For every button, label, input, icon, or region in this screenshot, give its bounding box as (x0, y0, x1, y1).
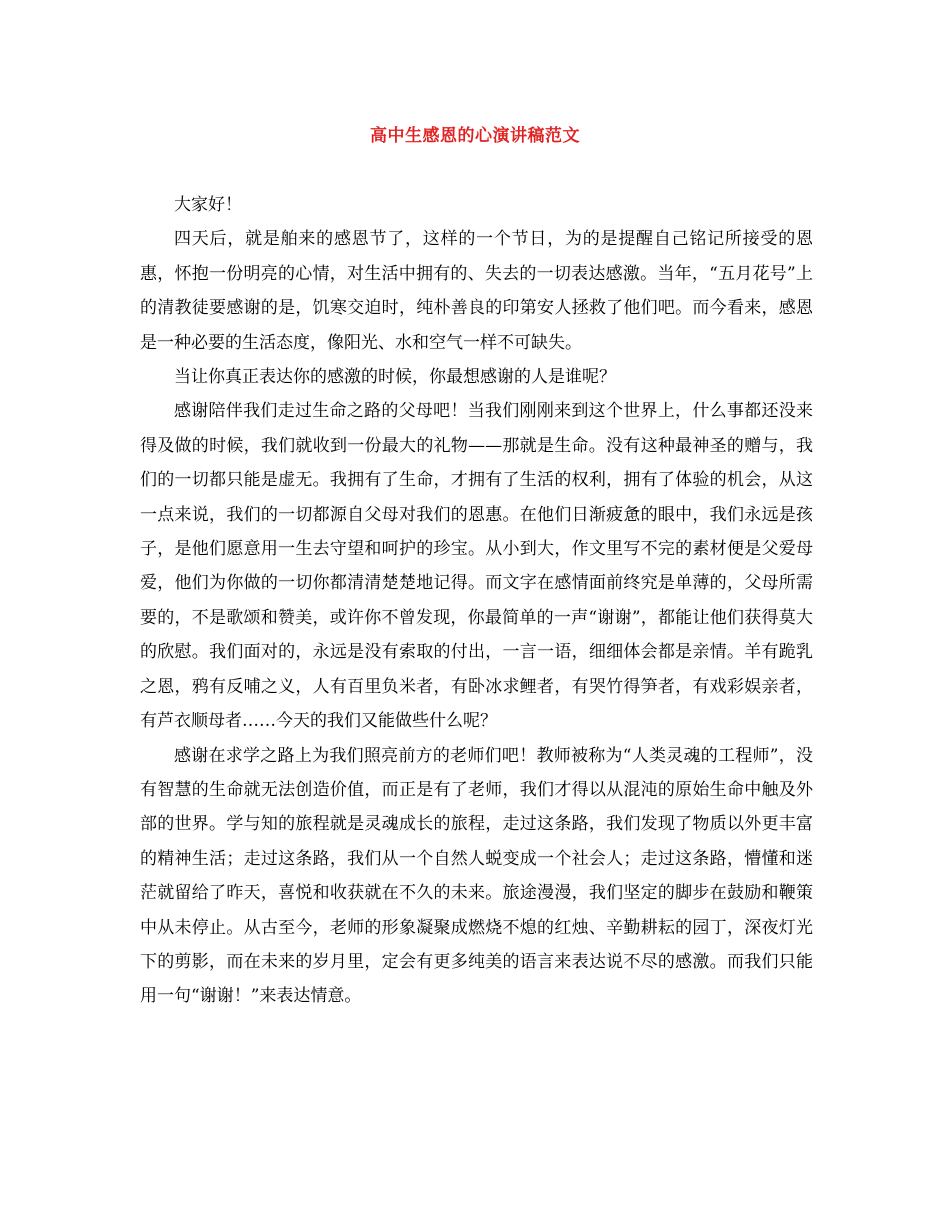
paragraph-greeting: 大家好！ (174, 195, 242, 215)
document-body (140, 188, 813, 1014)
paragraph-question: 当让你真正表达你的感激的时候，你最想感谢的人是谁呢？ (174, 367, 616, 388)
paragraph-thanksgiving: 四天后，就是舶来的感恩节了，这样的一个节日，为的是提醒自己铭记所接受的恩惠，怀抱一份明亮的心情，对生活中拥有的、失去的一切表达感激。当年，“五月花号”上的清教徒要感谢的是，饥寒交迫时，纯朴善良的印第安人拯救了他们吧。而今看来，感恩是一种必要的生活态度，像阳光、水和空气一样不可缺失。 (140, 229, 813, 353)
paragraph-teachers: 感谢在求学之路上为我们照亮前方的老师们吧！教师被称为“人类灵魂的工程师”，没有智慧的生命就无法创造价值，而正是有了老师，我们才得以从混沌的原始生命中触及外部的世界。学与知的旅程就是灵魂成长的旅程，走过这条路，我们发现了物质以外更丰富的精神生活；走过这条路，我们从一个自然人蜕变成一个社会人；走过这条路，懵懂和迷茫就留给了昨天，喜悦和收获就在不久的未来。旅途漫漫，我们坚定的脚步在鼓励和鞭策中从未停止。从古至今，老师的形象凝聚成燃烧不熄的红烛、辛勤耕耘的园丁，深夜灯光下的剪影，而在未来的岁月里，定会有更多纯美的语言来表达说不尽的感激。而我们只能用一句“谢谢！”来表达情意。 (140, 745, 813, 1007)
paragraph-parents: 感谢陪伴我们走过生命之路的父母吧！当我们刚刚来到这个世界上，什么事都还没来得及做的时候，我们就收到一份最大的礼物——那就是生命。没有这种最神圣的赠与，我们的一切都只能是虚无。我拥有了生命，才拥有了生活的权利，拥有了体验的机会，从这一点来说，我们的一切都源自父母对我们的恩惠。在他们日渐疲惫的眼中，我们永远是孩子，是他们愿意用一生去守望和呵护的珍宝。从小到大，作文里写不完的素材便是父爱母爱，他们为你做的一切你都清清楚楚地记得。而文字在感情面前终究是单薄的，父母所需要的，不是歌颂和赞美，或许你不曾发现，你最简单的一声“谢谢”，都能让他们获得莫大的欣慰。我们面对的，永远是没有索取的付出，一言一语，细细体会都是亲情。羊有跪乳之恩，鸦有反哺之义，人有百里负米者，有卧冰求鲤者，有哭竹得笋者，有戏彩娱亲者，有芦衣顺母者……今天的我们又能做些什么呢？ (140, 401, 813, 732)
document-title: 高中生感恩的心演讲稿范文 (370, 126, 580, 146)
